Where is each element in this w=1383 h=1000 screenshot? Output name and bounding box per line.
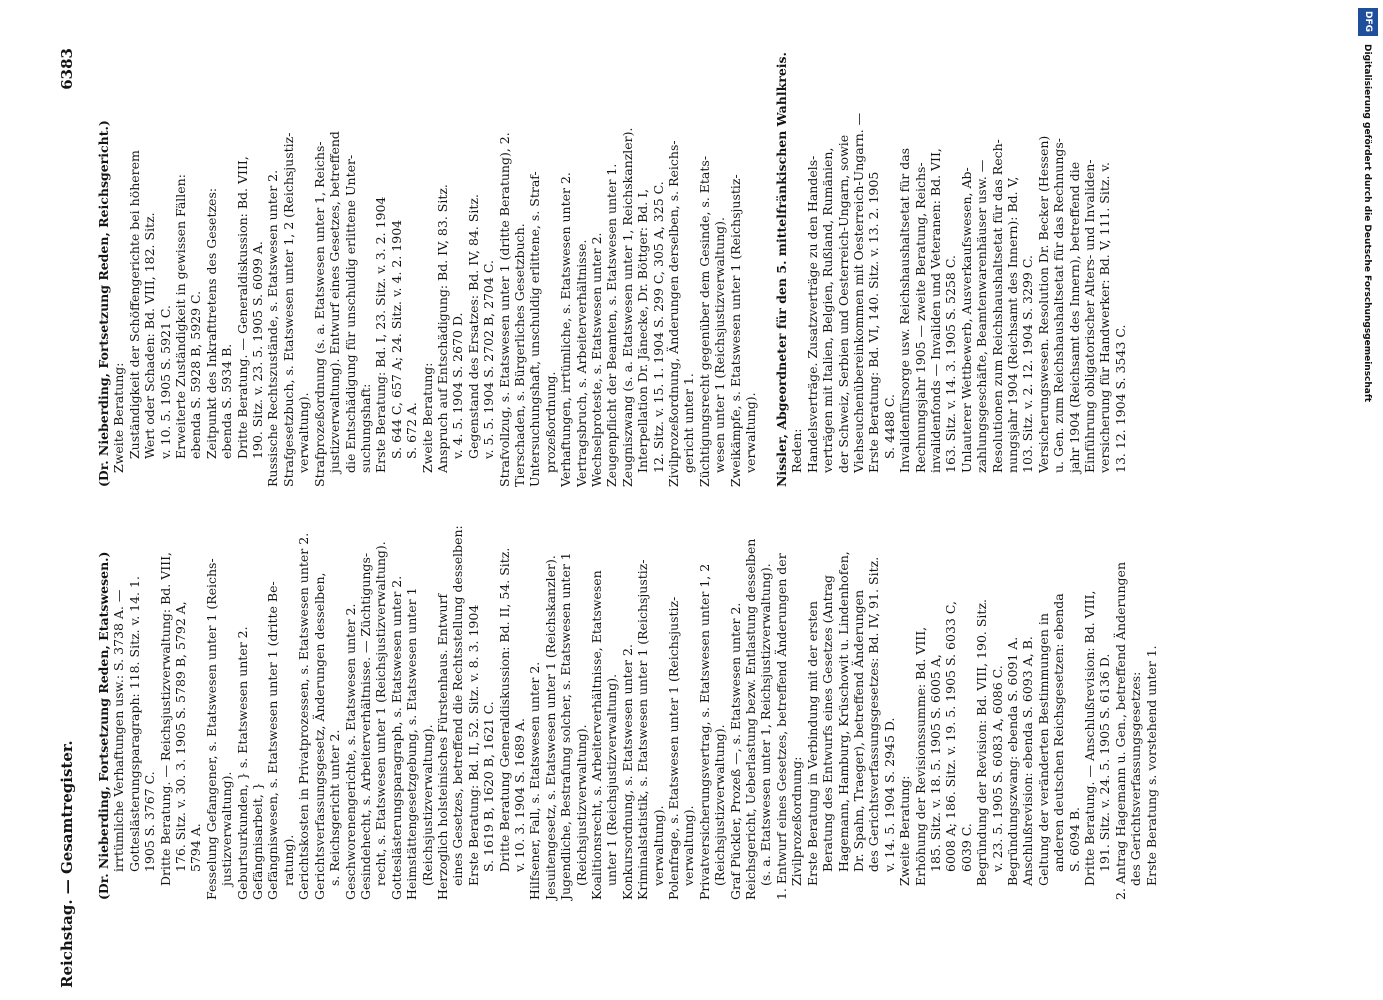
index-entry-line: verwaltung).	[681, 805, 697, 886]
index-entry-line: 191. Sitz. v. 24. 5. 1905 S. 6136 D.	[1097, 653, 1113, 872]
index-entry-line: Fesselung Gefangener, s. Etatswesen unter 1 (Reichs-	[203, 558, 219, 900]
index-entry-line: Gotteslästerungsparagraph: 118. Sitz. v. 14. 1.	[126, 576, 142, 872]
index-entry-line: Dritte Beratung. — Generaldiskussion: Bd. VIII,	[234, 156, 250, 459]
index-entry-line: Gefängnisarbeit, }	[250, 782, 266, 900]
index-entry-line: Anschlußrevision: ebenda S. 6093 A, B.	[1020, 636, 1036, 886]
index-entry-line: Graf Pückler, Prozeß —, s. Etatswesen unter 2.	[727, 602, 743, 900]
index-entry-line: Dritte Beratung. — Anschlußrevision: Bd. VIII,	[1082, 590, 1097, 886]
index-entry-line: Strafprozeßordnung (s. a. Etatswesen unter 1, Reichs-	[311, 141, 327, 487]
index-entry-line: Herzoglich holsteinisches Fürstenhaus. Entwurf	[434, 593, 450, 900]
header-title: Reichstag. — Gesamtregister.	[58, 740, 76, 988]
index-entry-line: Geltung der veränderten Bestimmungen in	[1035, 613, 1051, 886]
index-entry-line: Russische Rechtszustände, s. Etatswesen unter 2.	[265, 169, 281, 487]
index-entry-line: Dr. Spahn, Traeger), betreffend Änderungen	[850, 589, 866, 872]
index-entry-line: Begründungszwang: ebenda S. 6091 A.	[1004, 636, 1020, 886]
index-entry-line: Strafgesetzbuch, s. Etatswesen unter 1, 2 (Reichsjustiz-	[280, 132, 296, 487]
index-entry-line: 190. Sitz. v. 23. 5. 1905 S. 6099 A.	[250, 241, 266, 459]
index-entry-line: Erste Beratung: Bd. I, 23. Sitz. v. 3. 2. 1904	[373, 196, 389, 473]
index-entry-line: Versicherungswesen. Resolution Dr. Becker (Hessen)	[1035, 135, 1051, 473]
index-entry-line: Erhöhung der Revisionssumme: Bd. VIII,	[912, 626, 928, 886]
index-entry-line: 103. Sitz. v. 2. 12. 1904 S. 3299 C.	[1020, 255, 1036, 473]
index-entry-line: S. 672 A.	[404, 402, 420, 459]
index-entry-line: Untersuchungshaft, unschuldig erlittene, s. Straf-	[527, 171, 543, 487]
index-entry-line: Geschworenengerichte, s. Etatswesen unter 2.	[342, 603, 358, 900]
index-entry-line: S. 1619 B, 1620 B, 1621 C.	[481, 701, 497, 872]
index-entry-line: verwaltung).	[743, 392, 759, 473]
index-entry-line: zahlungsgeschäfte, Beamtenwarenhäuser usw. —	[974, 159, 990, 473]
index-entry-line: Zweikämpfe, s. Etatswesen unter 1 (Reichsjustiz-	[727, 174, 743, 487]
index-entry-line: Resolutionen zum Reichshaushaltsetat für das Rech-	[989, 139, 1005, 473]
index-entry-line: Beratung des Entwurfs eines Gesetzes (Antrag	[820, 574, 836, 872]
index-entry-line: des Gerichtsverfassungsgesetzes: Bd. IV, 91. Sitz.	[866, 556, 882, 872]
index-entry-line: Vertragsbruch, s. Arbeiterverhältnisse.	[573, 239, 589, 487]
index-entry-line: Hilfsener, Fall, s. Etatswesen unter 2.	[527, 661, 543, 900]
index-entry-line: v. 23. 5. 1905 S. 6083 A, 6086 C.	[989, 665, 1005, 872]
index-entry-line: 12. Sitz. v. 15. 1. 1904 S. 299 C, 305 A, 325 C.	[650, 181, 666, 473]
index-entry-line	[758, 92, 773, 487]
index-entry-line: Erste Beratung: Bd. VI, 140. Sitz. v. 13. 2. 1905	[866, 171, 882, 473]
index-entry-line: Zeugenpflicht der Beamten, s. Etatswesen unter 1.	[604, 163, 620, 487]
index-entry-line: suchungshaft:	[357, 383, 373, 473]
index-entry-line: wesen unter 1 (Reichsjustizverwaltung).	[712, 217, 728, 473]
index-entry-line: Zivilprozeßordnung, Änderungen derselben, s. Reichs-	[666, 140, 682, 487]
index-entry-line: Gesindehecht, s. Arbeiterverhältnisse. — Züchtigungs-	[357, 552, 373, 900]
index-entry-line: v. 5. 5. 1904 S. 2702 B, 2704 C.	[481, 260, 497, 459]
index-entry-line: ratung).	[280, 834, 296, 886]
index-entry-line: Gerichtskosten in Privatprozessen, s. Etatswesen unter 2.	[296, 532, 312, 900]
index-entry-line: nungsjahr 1904 (Reichsamt des Innern): Bd. V,	[1004, 176, 1020, 473]
index-entry-line: Interpellation Dr. Jänecke, Dr. Böttger: Bd. I,	[635, 188, 651, 473]
dfg-logo: DFG	[1358, 8, 1378, 36]
right-column	[96, 52, 1128, 487]
index-entry-line: 6008 A; 186. Sitz. v. 19. 5. 1905 S. 6033 C,	[943, 601, 959, 872]
index-entry-line: jahr 1904 (Reichsamt des Innern), betreffend die	[1066, 161, 1082, 473]
index-entry-line: Zweite Beratung:	[419, 362, 435, 473]
index-entry-line: 1905 S. 3767 C.	[142, 771, 158, 872]
index-entry-line: Gotteslästerungsparagraph, s. Etatswesen unter 2.	[388, 575, 404, 900]
index-entry-line: Unlauterer Wettbewerb, Ausverkaufswesen, Ab-	[958, 167, 974, 473]
index-entry-line: Jugendliche, Bestrafung solcher, s. Etatswesen unter 1	[558, 552, 574, 900]
index-entry-line: (Reichsjustizverwaltung).	[419, 724, 435, 886]
index-entry-line: recht, s. Etatswesen unter 1 (Reichsjustizverwaltung).	[373, 541, 389, 886]
index-entry-line: v. 14. 5. 1904 S. 2945 D.	[881, 717, 897, 872]
index-entry-line: justizverwaltung). Entwurf eines Gesetzes, betreffend	[327, 131, 343, 473]
index-entry-line: Zweite Beratung:	[897, 775, 913, 886]
index-entry-line: Kriminalstatistik, s. Etatswesen unter 1 (Reichsjustiz-	[635, 559, 651, 900]
index-entry-line: Dritte Beratung Generaldiskussion: Bd. II, 54. Sitz.	[496, 547, 512, 872]
index-entry-line: Anspruch auf Entschädigung: Bd. IV, 83. Sitz.	[434, 184, 450, 473]
index-entry-line: invalidenfonds — Invaliden und Veteranen: Bd. VII,	[927, 148, 943, 473]
index-entry-line: 185. Sitz. v. 18. 5. 1905 S. 6005 A,	[927, 654, 943, 872]
dfg-credit-text: Digitalisierung gefördert durch die Deutsche Forschungsgemeinschaft	[1362, 44, 1372, 403]
index-entry-line: 176. Sitz. v. 30. 3. 1905 S. 5789 B, 5792 A,	[173, 601, 189, 872]
index-entry-line: Privatversicherungsvertrag, s. Etatswesen unter 1, 2	[696, 563, 712, 900]
index-entry-line: Gerichtsverfassungsgesetz, Änderungen desselben,	[311, 572, 327, 900]
index-entry-line: Handelsverträge. Zusatzverträge zu den Handels-	[804, 155, 820, 473]
index-entry-line: v. 10. 3. 1904 S. 1689 A.	[511, 718, 527, 872]
index-entry-line: Erste Beratung s. vorstehend unter 1.	[1143, 645, 1159, 886]
index-entry-line: 163. Sitz. v. 14. 3. 1905 S. 5258 C.	[943, 255, 959, 473]
index-entry-line: eines Gesetzes, betreffend die Rechtsstellung desselben:	[450, 525, 466, 886]
index-entry-line: 1. Entwurf eines Gesetzes, betreffend Änderungen der	[773, 553, 789, 900]
index-entry-line: Reden:	[789, 428, 805, 473]
index-entry-line: Begründung der Revision: Bd. VIII, 190. Sitz.	[974, 599, 990, 886]
index-entry-line: Jesuitengesetz, s. Etatswesen unter 1 (Reichskanzler).	[542, 555, 558, 900]
index-entry-line: (s. a. Etatswesen unter 1, Reichsjustizverwaltung).	[758, 563, 774, 886]
index-entry-line: die Entschädigung für unschuldig erlittene Unter-	[342, 154, 358, 473]
index-entry-line: Nissler, Abgeordneter für den 5. mittelfränkischen Wahlkreis.	[773, 52, 789, 487]
index-entry-line: ebenda S. 5934 B.	[219, 343, 235, 459]
index-entry-line: Verhaftungen, irrtümliche, s. Etatswesen unter 2.	[558, 172, 574, 487]
page-number: 6383	[58, 48, 76, 90]
left-column	[96, 505, 1159, 900]
index-entry-line: verträgen mit Italien, Belgien, Rußland, Rumänien,	[820, 147, 836, 473]
index-entry-line: Koalitionsrecht, s. Arbeiterverhältnisse, Etatswesen	[589, 570, 604, 900]
index-entry-line: des Gerichtsverfassungsgesetzes:	[1128, 671, 1144, 886]
index-entry-line: Reichsgericht, Ueberlastung bezw. Entlastung desselben	[743, 538, 759, 900]
index-entry-line: Einführung obligatorischer Alters- und Invaliden-	[1082, 159, 1097, 473]
index-entry-line: Invalidenfürsorge usw. Reichshaushaltsetat für das	[897, 147, 913, 473]
index-entry-line: 13. 12. 1904 S. 3543 C.	[1112, 324, 1128, 473]
index-entry-line: Gegenstand des Ersatzes: Bd. IV, 84. Sitz.	[465, 194, 481, 459]
index-entry-line: Zuständigkeit der Schöffengerichte bei höherem	[126, 150, 142, 459]
index-entry-line: S. 6094 B.	[1066, 806, 1082, 872]
index-entry-line: Wechselproteste, s. Etatswesen unter 2.	[589, 232, 604, 487]
index-entry-line: (Dr. Nieberding, Fortsetzung Reden, Reichsgericht.)	[96, 120, 111, 487]
index-entry-line: Erste Beratung in Verbindung mit der ersten	[804, 601, 820, 886]
index-entry-line: 6039 C.	[958, 823, 974, 872]
index-entry-line: v. 10. 5. 1905 S. 5921 C.	[157, 304, 173, 459]
index-entry-line: s. Reichsgericht unter 2.	[327, 729, 343, 886]
index-entry-line: (Reichsjustizverwaltung).	[573, 724, 589, 886]
index-entry-line: S. 4488 C.	[881, 394, 897, 459]
index-entry-line: 5794 A.	[188, 823, 204, 872]
index-entry-line: Zivilprozeßordnung:	[789, 756, 805, 886]
index-entry-line: justizverwaltung).	[219, 771, 235, 886]
index-entry-line: Rechnungsjahr 1905 — zweite Beratung, Reichs-	[912, 162, 928, 473]
index-entry-line: Dritte Beratung. — Reichsjustizverwaltung: Bd. VIII,	[157, 551, 173, 886]
index-entry-line: (Reichsjustizverwaltung).	[712, 724, 728, 886]
index-entry-line: Züchtigungsrecht gegenüber dem Gesinde, s. Etats-	[696, 155, 712, 487]
index-entry-line: Tierschaden, s. Bürgerliches Gesetzbuch.	[511, 223, 527, 487]
index-entry-line: Polenfrage, s. Etatswesen unter 1 (Reichsjustiz-	[666, 596, 682, 900]
index-entry-line: Zeitpunkt des Inkrafttretens des Gesetzes:	[203, 187, 219, 459]
index-entry-line: Heimstättengesetzgebung, s. Etatswesen unter 1	[404, 587, 420, 900]
index-entry-line: der Schweiz, Serbien und Oesterreich-Ungarn, sowie	[835, 134, 851, 473]
index-entry-line: Erste Beratung: Bd. II, 52. Sitz. v. 8. 3. 1904	[465, 604, 481, 886]
index-entry-line: gericht unter 1.	[681, 373, 697, 473]
index-entry-line: ebenda S. 5928 B, 5929 C.	[188, 290, 204, 459]
index-entry-line: anderen deutschen Reichsgesetzen: ebenda	[1051, 593, 1067, 872]
index-entry-line: verwaltung).	[296, 392, 312, 473]
index-entry-line: (Dr. Nieberding, Fortsetzung Reden, Etatswesen.)	[96, 551, 111, 900]
index-entry-line: u. Gen. zum Reichshaushaltsetat für das Rechnungs-	[1051, 137, 1067, 473]
index-entry-line: Zweite Beratung:	[111, 362, 127, 473]
index-entry-line: Viehseuchenübereinkommen mit Oesterreich-Ungarn. —	[850, 112, 866, 473]
index-entry-line: Wert oder Schaden: Bd. VIII, 182. Sitz.	[142, 212, 158, 459]
index-entry-line: verwaltung).	[650, 805, 666, 886]
index-entry-line: unter 1 (Reichsjustizverwaltung).	[604, 673, 620, 886]
index-entry-line: Gefängniswesen, s. Etatswesen unter 1 (dritte Be-	[265, 581, 281, 900]
index-entry-line: Strafvollzug, s. Etatswesen unter 1 (dritte Beratung), 2.	[496, 132, 512, 487]
index-entry-line: versicherung für Handwerker: Bd. V, 111. Sitz. v.	[1097, 162, 1113, 473]
index-entry-line: v. 4. 5. 1904 S. 2670 D.	[450, 312, 466, 459]
index-entry-line: Zeugniszwang (s. a. Etatswesen unter 1, Reichskanzler).	[619, 127, 635, 487]
index-entry-line: S. 644 C, 657 A; 24. Sitz. v. 4. 2. 1904	[388, 219, 404, 459]
index-entry-line: Hagemann, Hamburg, Krüschowit u. Lindenhofen,	[835, 551, 851, 872]
index-entry-line: Konkursordnung, s. Etatswesen unter 2.	[619, 644, 635, 900]
index-entry-line: irrtümliche Verhaftungen usw.: S. 3738 A. —	[111, 589, 127, 872]
index-entry-line: Geburtsurkunden, } s. Etatswesen unter 2.	[234, 626, 250, 900]
index-entry-line: Erweiterte Zuständigkeit in gewissen Fällen:	[173, 174, 189, 459]
index-entry-line: prozeßordnung.	[542, 371, 558, 473]
page-header	[34, 0, 94, 1000]
dfg-sidebar	[1356, 0, 1382, 1000]
index-entry-line: 2. Antrag Hagemann u. Gen., betreffend Änderungen	[1112, 562, 1128, 900]
